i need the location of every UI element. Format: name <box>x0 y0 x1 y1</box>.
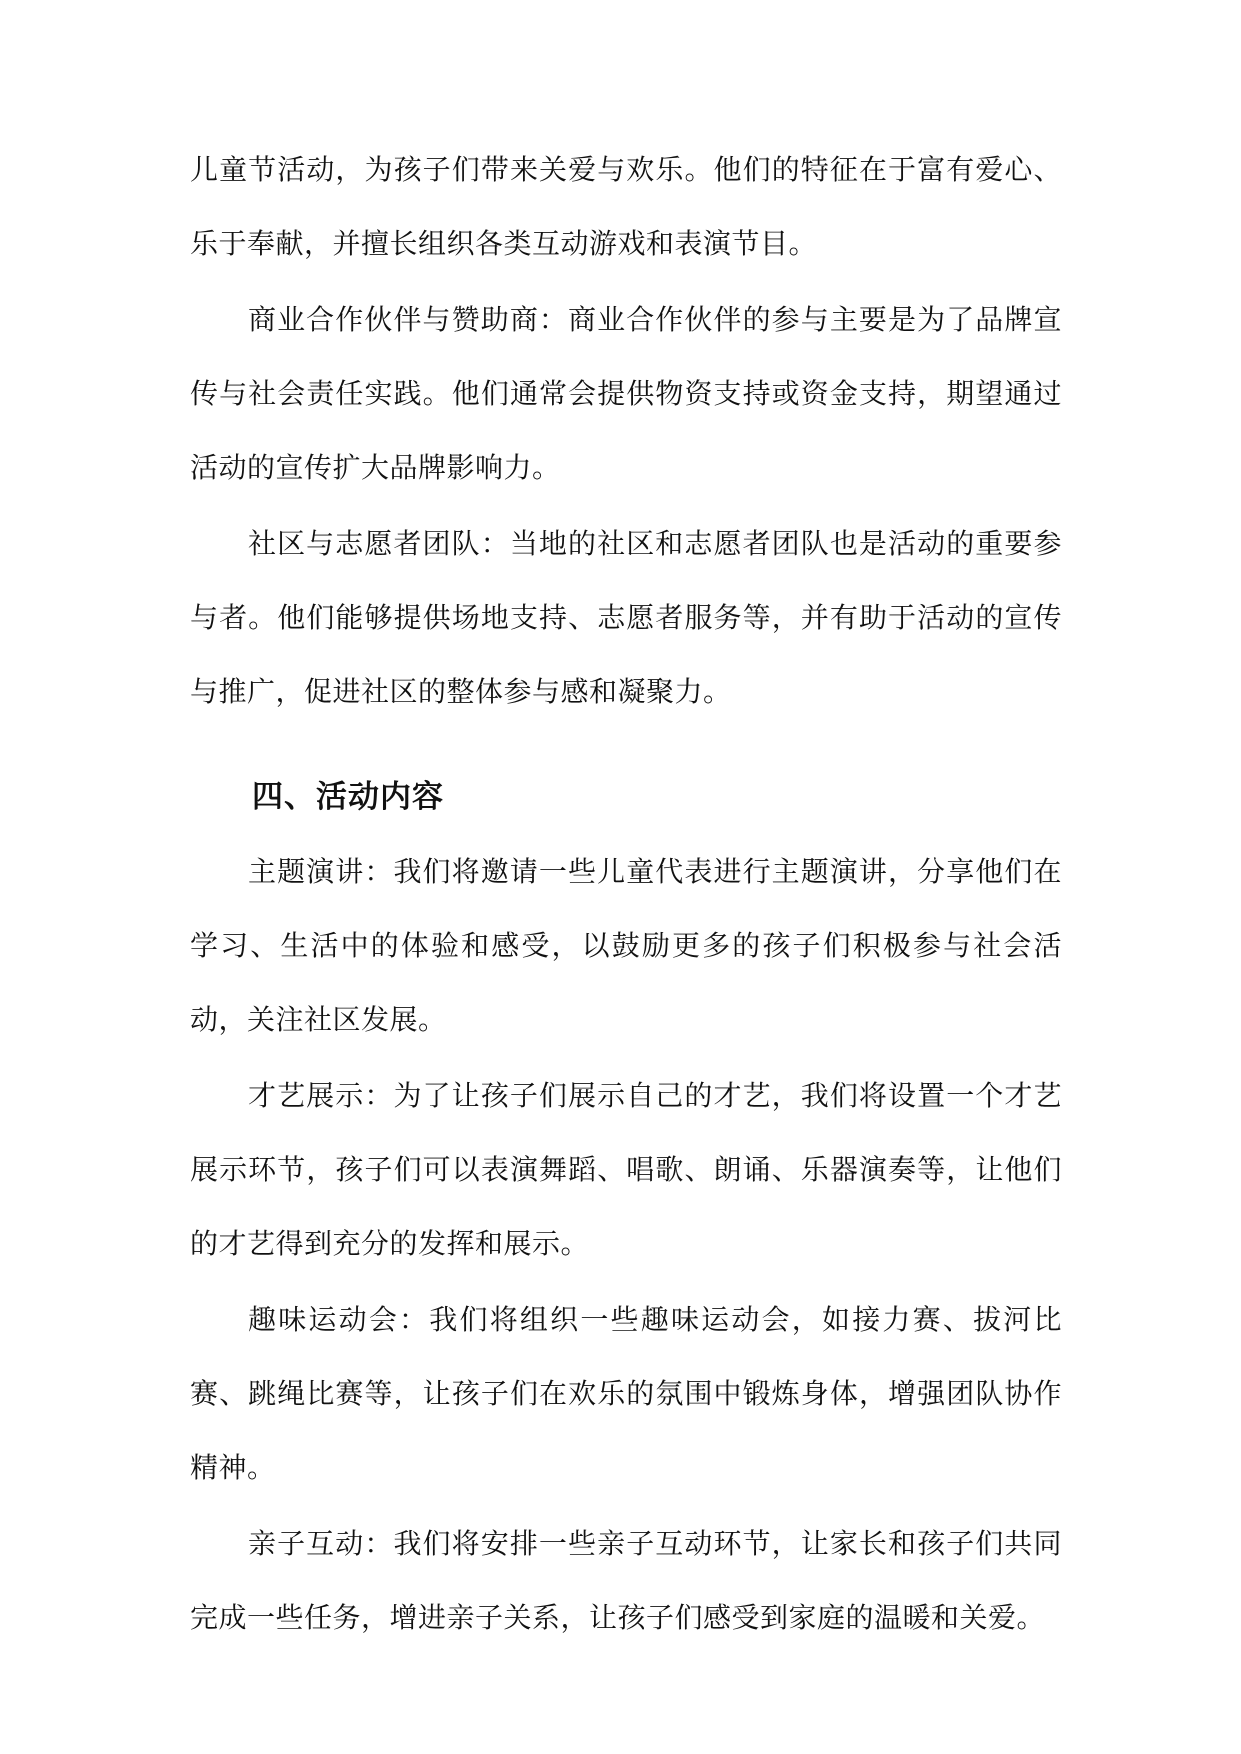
parent-child-paragraph: 亲子互动：我们将安排一些亲子互动环节，让家长和孩子们共同完成一些任务，增进亲子关系，让孩子们感受到家庭的温暖和关爱。 <box>190 1527 1062 1634</box>
community-paragraph: 社区与志愿者团队：当地的社区和志愿者团队也是活动的重要参与者。他们能够提供场地支持、志愿者服务等，并有助于活动的宣传与推广，促进社区的整体参与感和凝聚力。 <box>190 527 1062 708</box>
section-heading: 四、活动内容 <box>252 779 444 815</box>
sports-paragraph: 趣味运动会：我们将组织一些趣味运动会，如接力赛、拔河比赛、跳绳比赛等，让孩子们在欢乐的氛围中锻炼身体，增强团队协作精神。 <box>190 1303 1062 1484</box>
document-body <box>190 133 1062 1655</box>
speech-paragraph: 主题演讲：我们将邀请一些儿童代表进行主题演讲，分享他们在学习、生活中的体验和感受，以鼓励更多的孩子们积极参与社会活动，关注社区发展。 <box>190 855 1062 1036</box>
intro-paragraph: 儿童节活动，为孩子们带来关爱与欢乐。他们的特征在于富有爱心、乐于奉献，并擅长组织各类互动游戏和表演节目。 <box>190 153 1062 260</box>
sponsors-paragraph: 商业合作伙伴与赞助商：商业合作伙伴的参与主要是为了品牌宣传与社会责任实践。他们通常会提供物资支持或资金支持，期望通过活动的宣传扩大品牌影响力。 <box>190 303 1062 484</box>
talent-paragraph: 才艺展示：为了让孩子们展示自己的才艺，我们将设置一个才艺展示环节，孩子们可以表演舞蹈、唱歌、朗诵、乐器演奏等，让他们的才艺得到充分的发挥和展示。 <box>190 1079 1062 1260</box>
